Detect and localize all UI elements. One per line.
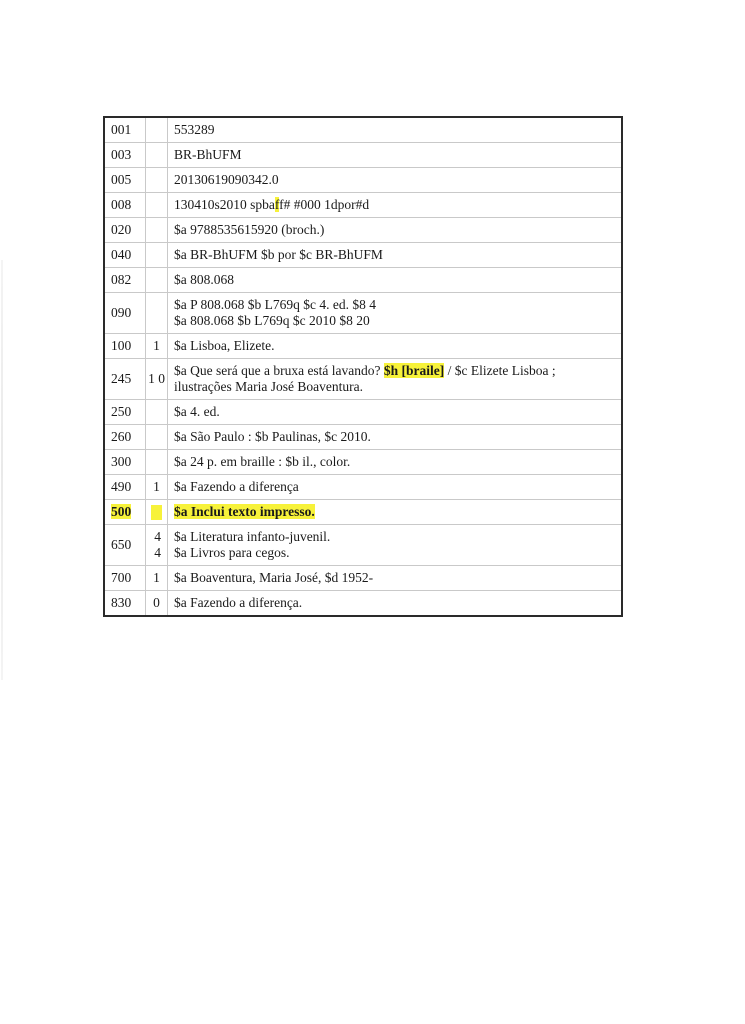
field-tag: 001 — [104, 117, 146, 143]
field-indicators — [146, 168, 168, 193]
indicator-line: 4 — [154, 529, 161, 545]
field-value: $a 24 p. em braille : $b il., color. — [168, 450, 623, 475]
table-row — [104, 293, 622, 334]
field-value: $a 4. ed. — [168, 400, 623, 425]
field-value: $a Fazendo a diferença. — [168, 591, 623, 617]
field-tag: 100 — [104, 334, 146, 359]
field-value — [168, 293, 623, 334]
field-value: 553289 — [168, 117, 623, 143]
field-value: $a Fazendo a diferença — [168, 475, 623, 500]
field-value: BR-BhUFM — [168, 143, 623, 168]
field-tag: 700 — [104, 566, 146, 591]
table-row — [104, 334, 622, 359]
field-tag: 090 — [104, 293, 146, 334]
field-value-text: 130410s2010 spba — [174, 197, 275, 212]
field-value: $a São Paulo : $b Paulinas, $c 2010. — [168, 425, 623, 450]
highlighted-subfield: $h [braile] — [383, 363, 445, 378]
field-tag: 003 — [104, 143, 146, 168]
table-row — [104, 400, 622, 425]
field-tag: 490 — [104, 475, 146, 500]
field-value: $a Lisboa, Elizete. — [168, 334, 623, 359]
field-indicators — [146, 268, 168, 293]
table-row — [104, 268, 622, 293]
indicator-line: 4 — [154, 545, 161, 561]
table-row — [104, 500, 622, 525]
highlighted-tag: 500 — [111, 504, 132, 520]
field-value — [168, 359, 623, 400]
field-value-line: ilustrações Maria José Boaventura. — [174, 379, 363, 394]
table-row — [104, 243, 622, 268]
field-tag: 250 — [104, 400, 146, 425]
table-row — [104, 359, 622, 400]
field-indicators — [146, 500, 168, 525]
field-value: $a BR-BhUFM $b por $c BR-BhUFM — [168, 243, 623, 268]
field-tag: 245 — [104, 359, 146, 400]
field-indicators — [146, 425, 168, 450]
field-indicators — [146, 117, 168, 143]
table-row — [104, 168, 622, 193]
table-row — [104, 193, 622, 218]
highlight-mark — [151, 505, 162, 520]
field-value-line — [174, 363, 616, 379]
field-tag: 650 — [104, 525, 146, 566]
table-row — [104, 475, 622, 500]
field-indicators: 1 — [146, 566, 168, 591]
field-tag: 005 — [104, 168, 146, 193]
table-row — [104, 566, 622, 591]
field-value-line: $a P 808.068 $b L769q $c 4. ed. $8 4 — [174, 297, 376, 312]
field-value: 20130619090342.0 — [168, 168, 623, 193]
field-value-text: f# #000 1dpor#d — [279, 197, 370, 212]
table-row — [104, 425, 622, 450]
field-tag: 260 — [104, 425, 146, 450]
table-row — [104, 117, 622, 143]
field-value-line: $a Livros para cegos. — [174, 545, 290, 561]
table-row — [104, 143, 622, 168]
field-indicators — [146, 193, 168, 218]
table-row — [104, 450, 622, 475]
table-row — [104, 525, 622, 566]
marc-record-table — [103, 116, 623, 617]
field-value-text: $a Que será que a bruxa está lavando? — [174, 363, 384, 378]
field-indicators — [146, 243, 168, 268]
field-tag: 830 — [104, 591, 146, 617]
field-indicators: 1 0 — [146, 359, 168, 400]
field-indicators: 0 — [146, 591, 168, 617]
field-indicators — [146, 450, 168, 475]
field-tag: 008 — [104, 193, 146, 218]
highlighted-note: $a Inclui texto impresso. — [174, 504, 315, 520]
field-tag: 082 — [104, 268, 146, 293]
field-value — [168, 500, 623, 525]
field-value — [168, 193, 623, 218]
field-value-line: $a 808.068 $b L769q $c 2010 $8 20 — [174, 313, 370, 328]
field-tag — [104, 500, 146, 525]
field-tag: 020 — [104, 218, 146, 243]
table-row — [104, 591, 622, 617]
field-indicators — [146, 400, 168, 425]
scan-edge-shadow — [1, 260, 3, 680]
field-indicators — [146, 218, 168, 243]
field-value: $a Boaventura, Maria José, $d 1952- — [168, 566, 623, 591]
field-indicators — [146, 143, 168, 168]
field-value — [168, 525, 623, 566]
field-indicators — [146, 525, 168, 566]
field-tag: 300 — [104, 450, 146, 475]
field-indicators — [146, 293, 168, 334]
table-row — [104, 218, 622, 243]
field-value: $a 808.068 — [168, 268, 623, 293]
field-value: $a 9788535615920 (broch.) — [168, 218, 623, 243]
field-value-text: / $c Elizete Lisboa ; — [444, 363, 556, 378]
highlighted-character: f — [274, 197, 280, 212]
field-tag: 040 — [104, 243, 146, 268]
field-indicators: 1 — [146, 334, 168, 359]
field-value-line: $a Literatura infanto-juvenil. — [174, 529, 331, 545]
field-indicators: 1 — [146, 475, 168, 500]
